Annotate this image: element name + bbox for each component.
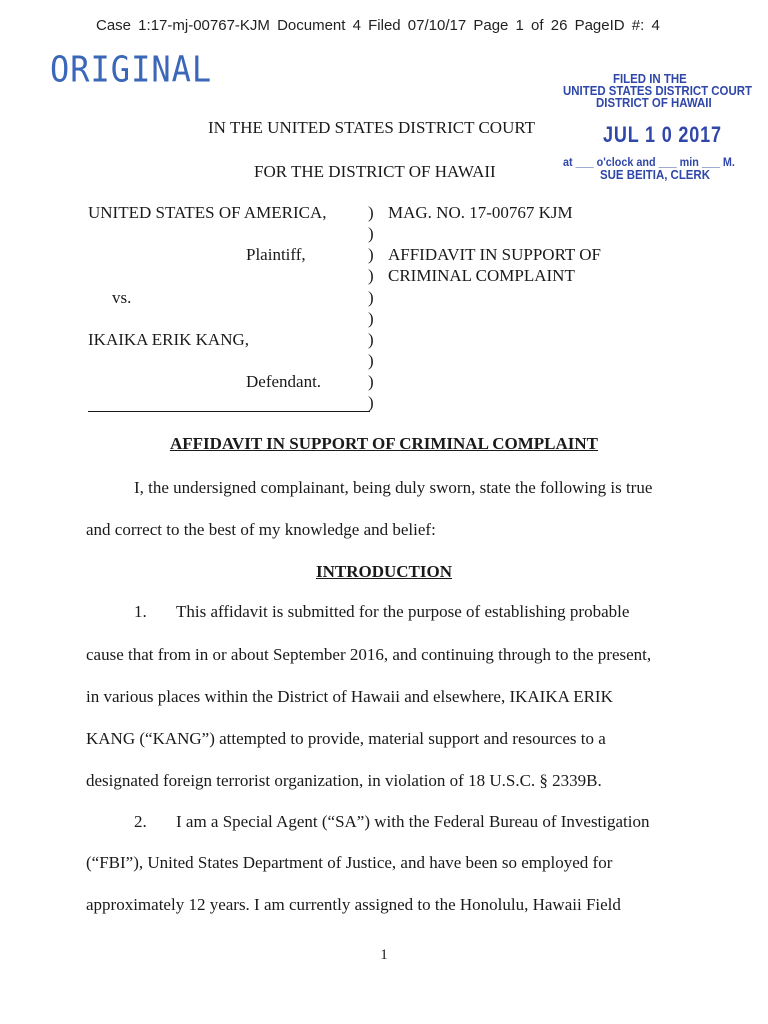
court-name-line2: FOR THE DISTRICT OF HAWAII — [254, 162, 496, 181]
para1-line3: in various places within the District of Hawaii and elsewhere, IKAIKA ERIK — [86, 687, 613, 706]
para1-line2: cause that from in or about September 2016, and continuing through to the present, — [86, 645, 652, 664]
caption-paren: ) — [368, 393, 374, 412]
caption-paren: ) — [368, 330, 374, 349]
filed-stamp-line2: UNITED STATES DISTRICT COURT — [563, 83, 752, 98]
caption-paren: ) — [368, 266, 374, 285]
defendant-role: Defendant. — [246, 372, 322, 391]
caption-paren: ) — [368, 351, 374, 370]
para1-line4: KANG (“KANG”) attempted to provide, material support and resources to a — [86, 729, 606, 748]
magistrate-number: MAG. NO. 17-00767 KJM — [388, 203, 573, 222]
paragraph-number-2: 2. — [134, 812, 147, 831]
plaintiff-name: UNITED STATES OF AMERICA, — [88, 203, 327, 222]
caption-paren: ) — [368, 203, 374, 222]
filed-stamp-line3: DISTRICT OF HAWAII — [596, 95, 712, 110]
filed-stamp-line1: FILED IN THE — [613, 71, 687, 86]
versus-label: vs. — [112, 288, 132, 307]
para1-line5: designated foreign terrorist organization, in violation of 18 U.S.C. § 2339B. — [86, 771, 602, 790]
document-title-line1: AFFIDAVIT IN SUPPORT OF — [388, 245, 601, 264]
defendant-name: IKAIKA ERIK KANG, — [88, 330, 250, 349]
case-header: Case 1:17-mj-00767-KJM Document 4 Filed 07/10/17 Page 1 of 26 PageID #: 4 — [96, 17, 660, 34]
court-name-line1: IN THE UNITED STATES DISTRICT COURT — [208, 118, 536, 137]
para2-line1: I am a Special Agent (“SA”) with the Federal Bureau of Investigation — [176, 812, 650, 831]
caption-paren: ) — [368, 224, 374, 243]
filed-stamp-clerk: SUE BEITIA, CLERK — [600, 167, 710, 182]
caption-paren: ) — [368, 309, 374, 328]
page-number: 1 — [380, 947, 388, 963]
plaintiff-role: Plaintiff, — [246, 245, 306, 264]
caption-paren: ) — [368, 245, 374, 264]
affidavit-title: AFFIDAVIT IN SUPPORT OF CRIMINAL COMPLAINT — [169, 434, 599, 453]
caption-paren: ) — [368, 288, 374, 307]
paragraph-number-1: 1. — [134, 602, 147, 621]
caption-paren: ) — [368, 372, 374, 391]
filed-stamp-date: JUL 1 0 2017 — [603, 122, 722, 147]
filed-stamp-time: at ___ o'clock and ___ min ___ M. — [563, 155, 735, 169]
section-heading-introduction: INTRODUCTION — [315, 562, 453, 581]
para1-line1: This affidavit is submitted for the purpose of establishing probable — [176, 602, 630, 621]
original-stamp: ORIGINAL — [50, 48, 213, 91]
para2-line2: (“FBI”), United States Department of Justice, and have been so employed for — [86, 853, 613, 872]
caption-rule — [88, 411, 370, 412]
intro-para-line2: and correct to the best of my knowledge and belief: — [86, 520, 436, 539]
intro-para-line1: I, the undersigned complainant, being duly sworn, state the following is true — [134, 478, 653, 497]
para2-line3: approximately 12 years. I am currently assigned to the Honolulu, Hawaii Field — [86, 895, 621, 914]
document-title-line2: CRIMINAL COMPLAINT — [388, 266, 575, 285]
